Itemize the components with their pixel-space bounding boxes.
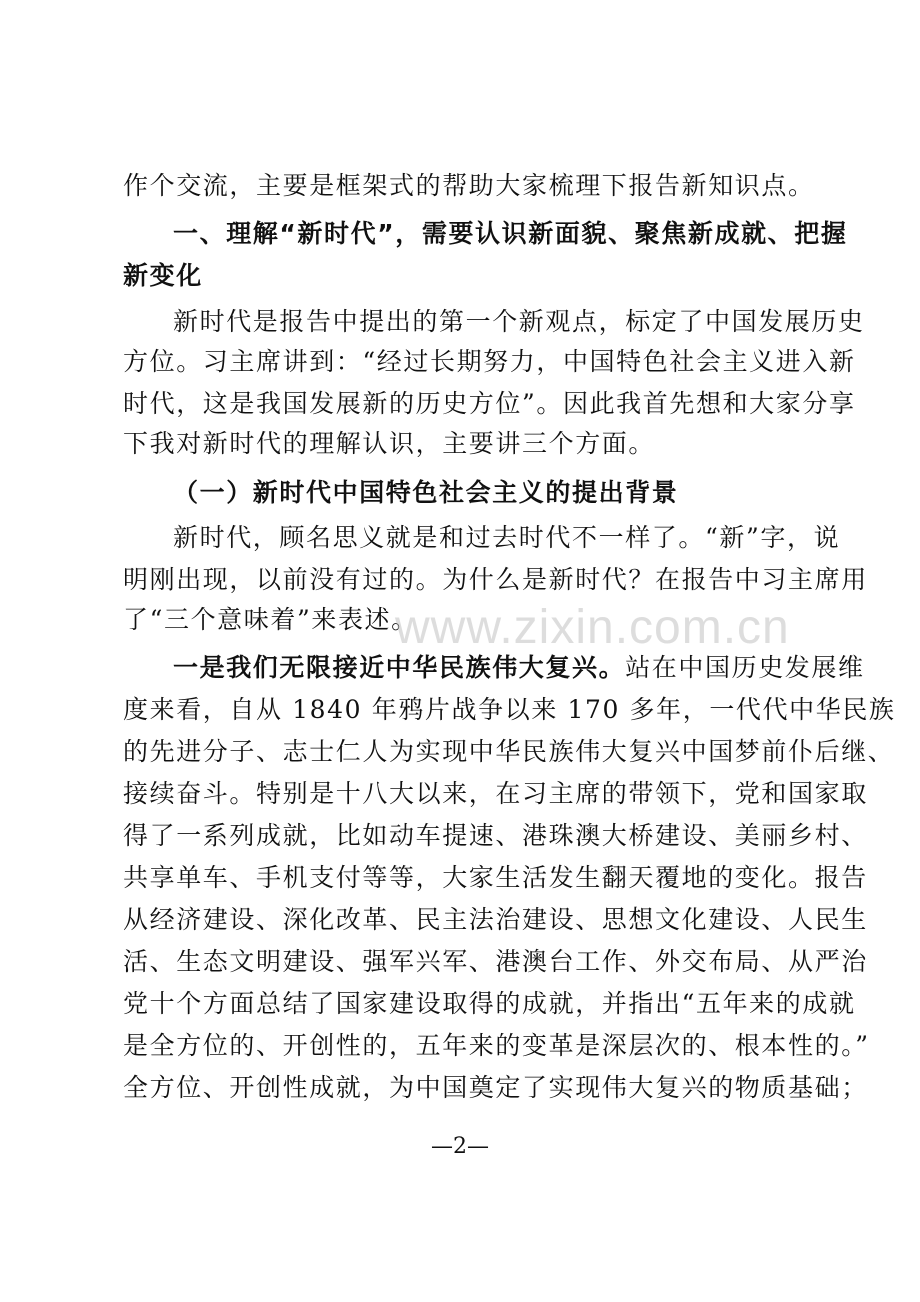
paragraph-line: 新时代是报告中提出的第一个新观点，标定了中国发展历史 xyxy=(173,307,865,336)
paragraph-line: 时代，这是我国发展新的历史方位”。因此我首先想和大家分享 xyxy=(123,389,856,418)
paragraph-line xyxy=(173,648,865,688)
paragraph-line: 作个交流，主要是框架式的帮助大家梳理下报告新知识点。 xyxy=(123,171,815,200)
paragraph-line: 新时代，顾名思义就是和过去时代不一样了。“新”字，说 xyxy=(173,523,841,552)
paragraph-line: 得了一系列成就，比如动车提速、港珠澳大桥建设、美丽乡村、 xyxy=(123,821,868,850)
section-heading: 一、理解“新时代”，需要认识新面貌、聚焦新成就、把握 xyxy=(173,219,848,248)
paragraph-line: 全方位、开创性成就，为中国奠定了实现伟大复兴的物质基础； xyxy=(123,1073,868,1102)
bold-lead-phrase: 一是我们无限接近中华民族伟大复兴。 xyxy=(173,653,626,682)
paragraph-line: 接续奋斗。特别是十八大以来，在习主席的带领下，党和国家取 xyxy=(123,779,868,808)
paragraph-line: 党十个方面总结了国家建设取得的成就，并指出“五年来的成就 xyxy=(123,989,856,1018)
paragraph-line: 从经济建设、深化改革、民主法治建设、思想文化建设、人民生 xyxy=(123,905,868,934)
lead-phrase-continuation: 站在中国历史发展维 xyxy=(625,653,865,682)
page-number: —2— xyxy=(431,1134,489,1159)
paragraph-line: 下我对新时代的理解认识，主要讲三个方面。 xyxy=(123,429,656,458)
paragraph-line: 度来看，自从 1840 年鸦片战争以来 170 多年，一代代中华民族 xyxy=(123,695,896,724)
paragraph-line: 了“三个意味着”来表述。 xyxy=(123,605,418,634)
watermark: www.zixin.com.cn xyxy=(395,601,790,654)
paragraph-line: 的先进分子、志士仁人为实现中华民族伟大复兴中国梦前仆后继、 xyxy=(123,737,895,766)
paragraph-line: 共享单车、手机支付等等，大家生活发生翻天覆地的变化。报告 xyxy=(123,863,868,892)
paragraph-line: 方位。习主席讲到：“经过长期努力，中国特色社会主义进入新 xyxy=(123,347,856,376)
paragraph-line: 是全方位的、开创性的，五年来的变革是深层次的、根本性的。” xyxy=(123,1031,870,1060)
paragraph-line: 活、生态文明建设、强军兴军、港澳台工作、外交布局、从严治 xyxy=(123,947,868,976)
subsection-heading: （一）新时代中国特色社会主义的提出背景 xyxy=(173,478,679,507)
paragraph-line: 明刚出现，以前没有过的。为什么是新时代？在报告中习主席用 xyxy=(123,565,868,594)
section-heading-continued: 新变化 xyxy=(123,261,203,290)
